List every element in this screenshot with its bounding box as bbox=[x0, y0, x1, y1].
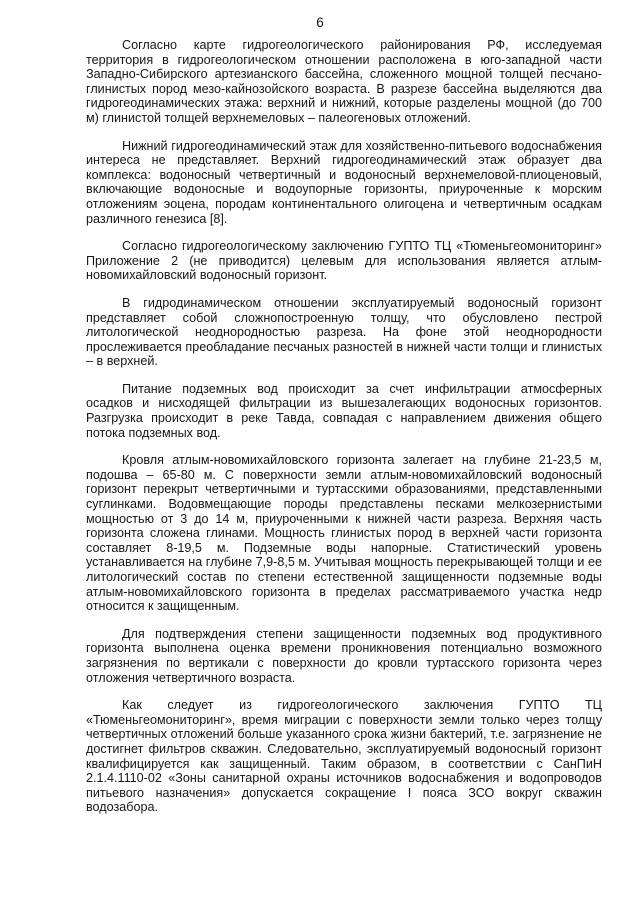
document-body bbox=[86, 38, 602, 815]
paragraph-recharge: Питание подземных вод происходит за счет инфильтрации атмосферных осадков и нисходящей фильтрации из вышезалегающих водоносных горизонтов. Разгрузка происходит в реке Тавда, совпадая с направлением движения общего потока подземных вод. bbox=[86, 381, 602, 440]
paragraph-hydrodynamics: В гидродинамическом отношении эксплуатируемый водоносный горизонт представляет собой сложнопостроенную толщу, что обусловлено пестрой литологической неоднородностью разреза. На фоне этой неоднородности прослеживается преобладание песчаных разностей в нижней части толщи и глинистых – в верхней. bbox=[86, 295, 602, 369]
paragraph-sanpin-conclusion: Как следует из гидрогеологического заключения ГУПТО ТЦ «Тюменьгеомониторинг», время миграции с поверхности земли только через толщу четвертичных отложений больше указанного срока жизни бактерий, т.е. загрязнение не достигнет фильтров скважин. Следовательно, эксплуатируемый водоносный горизонт квалифицируется как защищенный. Таким образом, в соответствии с СанПиН 2.1.4.1110-02 «Зоны санитарной охраны источников водоснабжения и водопроводов питьевого назначения» допускается сокращение I пояса ЗСО вокруг скважин водозабора. bbox=[86, 698, 602, 815]
paragraph-hydrogeological-zoning: Согласно карте гидрогеологического районирования РФ, исследуемая территория в гидрогеологическом отношении расположена в юго-западной части Западно-Сибирского артезианского бассейна, сложенного мощной толщей песчано-глинистых пород мезо-кайнозойского возраста. В разрезе бассейна выделяются два гидрогеодинамических этажа: верхний и нижний, которые разделены мощной (до 700 м) глинистой толщей верхнемеловых – палеогеновых отложений. bbox=[86, 38, 602, 125]
paragraph-protection-assessment: Для подтверждения степени защищенности подземных вод продуктивного горизонта выполнена оценка времени проникновения потенциально возможного загрязнения по вертикали с поверхности до кровли туртасского горизонта через отложения четвертичного возраста. bbox=[86, 626, 602, 685]
paragraph-conclusion-target-horizon: Согласно гидрогеологическому заключению ГУПТО ТЦ «Тюменьгеомониторинг» Приложение 2 (не приводится) целевым для использования является атлым-новомихайловский водоносный горизонт. bbox=[86, 239, 602, 283]
paragraph-horizon-roof: Кровля атлым-новомихайловского горизонта залегает на глубине 21-23,5 м, подошва – 65-80 м. С поверхности земли атлым-новомихайловский водоносный горизонт перекрыт четвертичными и туртасскими образованиями, представленными суглинками. Водовмещающие породы представлены песками мелкозернистыми мощностью от 3 до 14 м, приуроченными к нижней части разреза. Верхняя часть горизонта сложена глинами. Мощность глинистых пород в верхней части горизонта составляет 8-19,5 м. Подземные воды напорные. Статистический уровень устанавливается на глубине 7,9-8,5 м. Учитывая мощность перекрывающей толщи и ее литологический состав по степени естественной защищенности подземные воды атлым-новомихайловского горизонта в пределах рассматриваемого участка недр относится к защищенным. bbox=[86, 453, 602, 614]
page-number: 6 bbox=[316, 15, 324, 30]
paragraph-lower-stage: Нижний гидрогеодинамический этаж для хозяйственно-питьевого водоснабжения интереса не представляет. Верхний гидрогеодинамический этаж образует два комплекса: водоносный четвертичный и водоносный верхнемеловой-плиоценовый, включающие водоносные и водоупорные горизонты, приуроченные к морским отложениям эоцена, породам континентального олигоцена и четвертичным осадкам различного генезиса [8]. bbox=[86, 138, 602, 226]
